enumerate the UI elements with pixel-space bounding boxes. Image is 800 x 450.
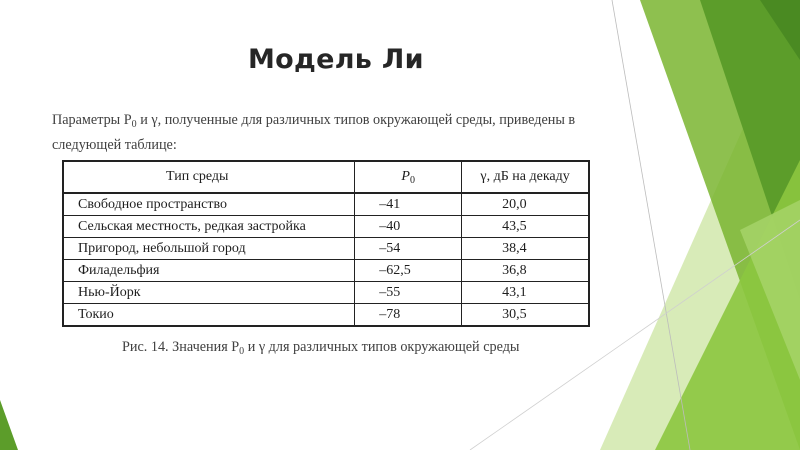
- cell-p0: –78: [355, 304, 462, 327]
- cell-gamma: 36,8: [462, 260, 589, 282]
- header-p0-subscript: 0: [409, 174, 415, 186]
- deco-triangle-7: [0, 400, 18, 450]
- table-row: [63, 260, 589, 282]
- table-header-row: [63, 161, 589, 193]
- table-row: [63, 282, 589, 304]
- cell-environment: Пригород, небольшой город: [63, 238, 355, 260]
- header-environment: Тип среды: [63, 161, 355, 193]
- intro-text-part1: Параметры P: [52, 112, 132, 128]
- cell-environment: Филадельфия: [63, 260, 355, 282]
- cell-environment: Сельская местность, редкая застройка: [63, 216, 355, 238]
- header-p0-main: P: [401, 168, 410, 184]
- slide-title: Модель Ли: [248, 44, 424, 75]
- cell-p0: –54: [355, 238, 462, 260]
- table-row: [63, 193, 589, 216]
- cell-gamma: 20,0: [462, 193, 589, 216]
- table-row: [63, 238, 589, 260]
- figure-caption: [122, 339, 519, 357]
- intro-subscript: 0: [131, 119, 137, 130]
- cell-p0: –40: [355, 216, 462, 238]
- cell-environment: Свободное пространство: [63, 193, 355, 216]
- parameters-table: [62, 160, 590, 327]
- header-p0: [355, 161, 462, 193]
- caption-subscript: 0: [239, 346, 245, 357]
- caption-part1: Рис. 14. Значения P: [122, 339, 240, 355]
- cell-gamma: 38,4: [462, 238, 589, 260]
- cell-p0: –41: [355, 193, 462, 216]
- table-row: [63, 304, 589, 327]
- cell-gamma: 43,1: [462, 282, 589, 304]
- header-gamma: γ, дБ на декаду: [462, 161, 589, 193]
- cell-environment: Нью-Йорк: [63, 282, 355, 304]
- intro-text: [52, 110, 612, 155]
- cell-p0: –55: [355, 282, 462, 304]
- table-row: [63, 216, 589, 238]
- cell-p0: –62,5: [355, 260, 462, 282]
- cell-environment: Токио: [63, 304, 355, 327]
- caption-part2: и γ для различных типов окружающей среды: [244, 339, 520, 355]
- intro-text-part2: и γ, полученные для различных типов окружающей среды, приведены в следующей таблице:: [52, 112, 576, 153]
- cell-gamma: 30,5: [462, 304, 589, 327]
- cell-gamma: 43,5: [462, 216, 589, 238]
